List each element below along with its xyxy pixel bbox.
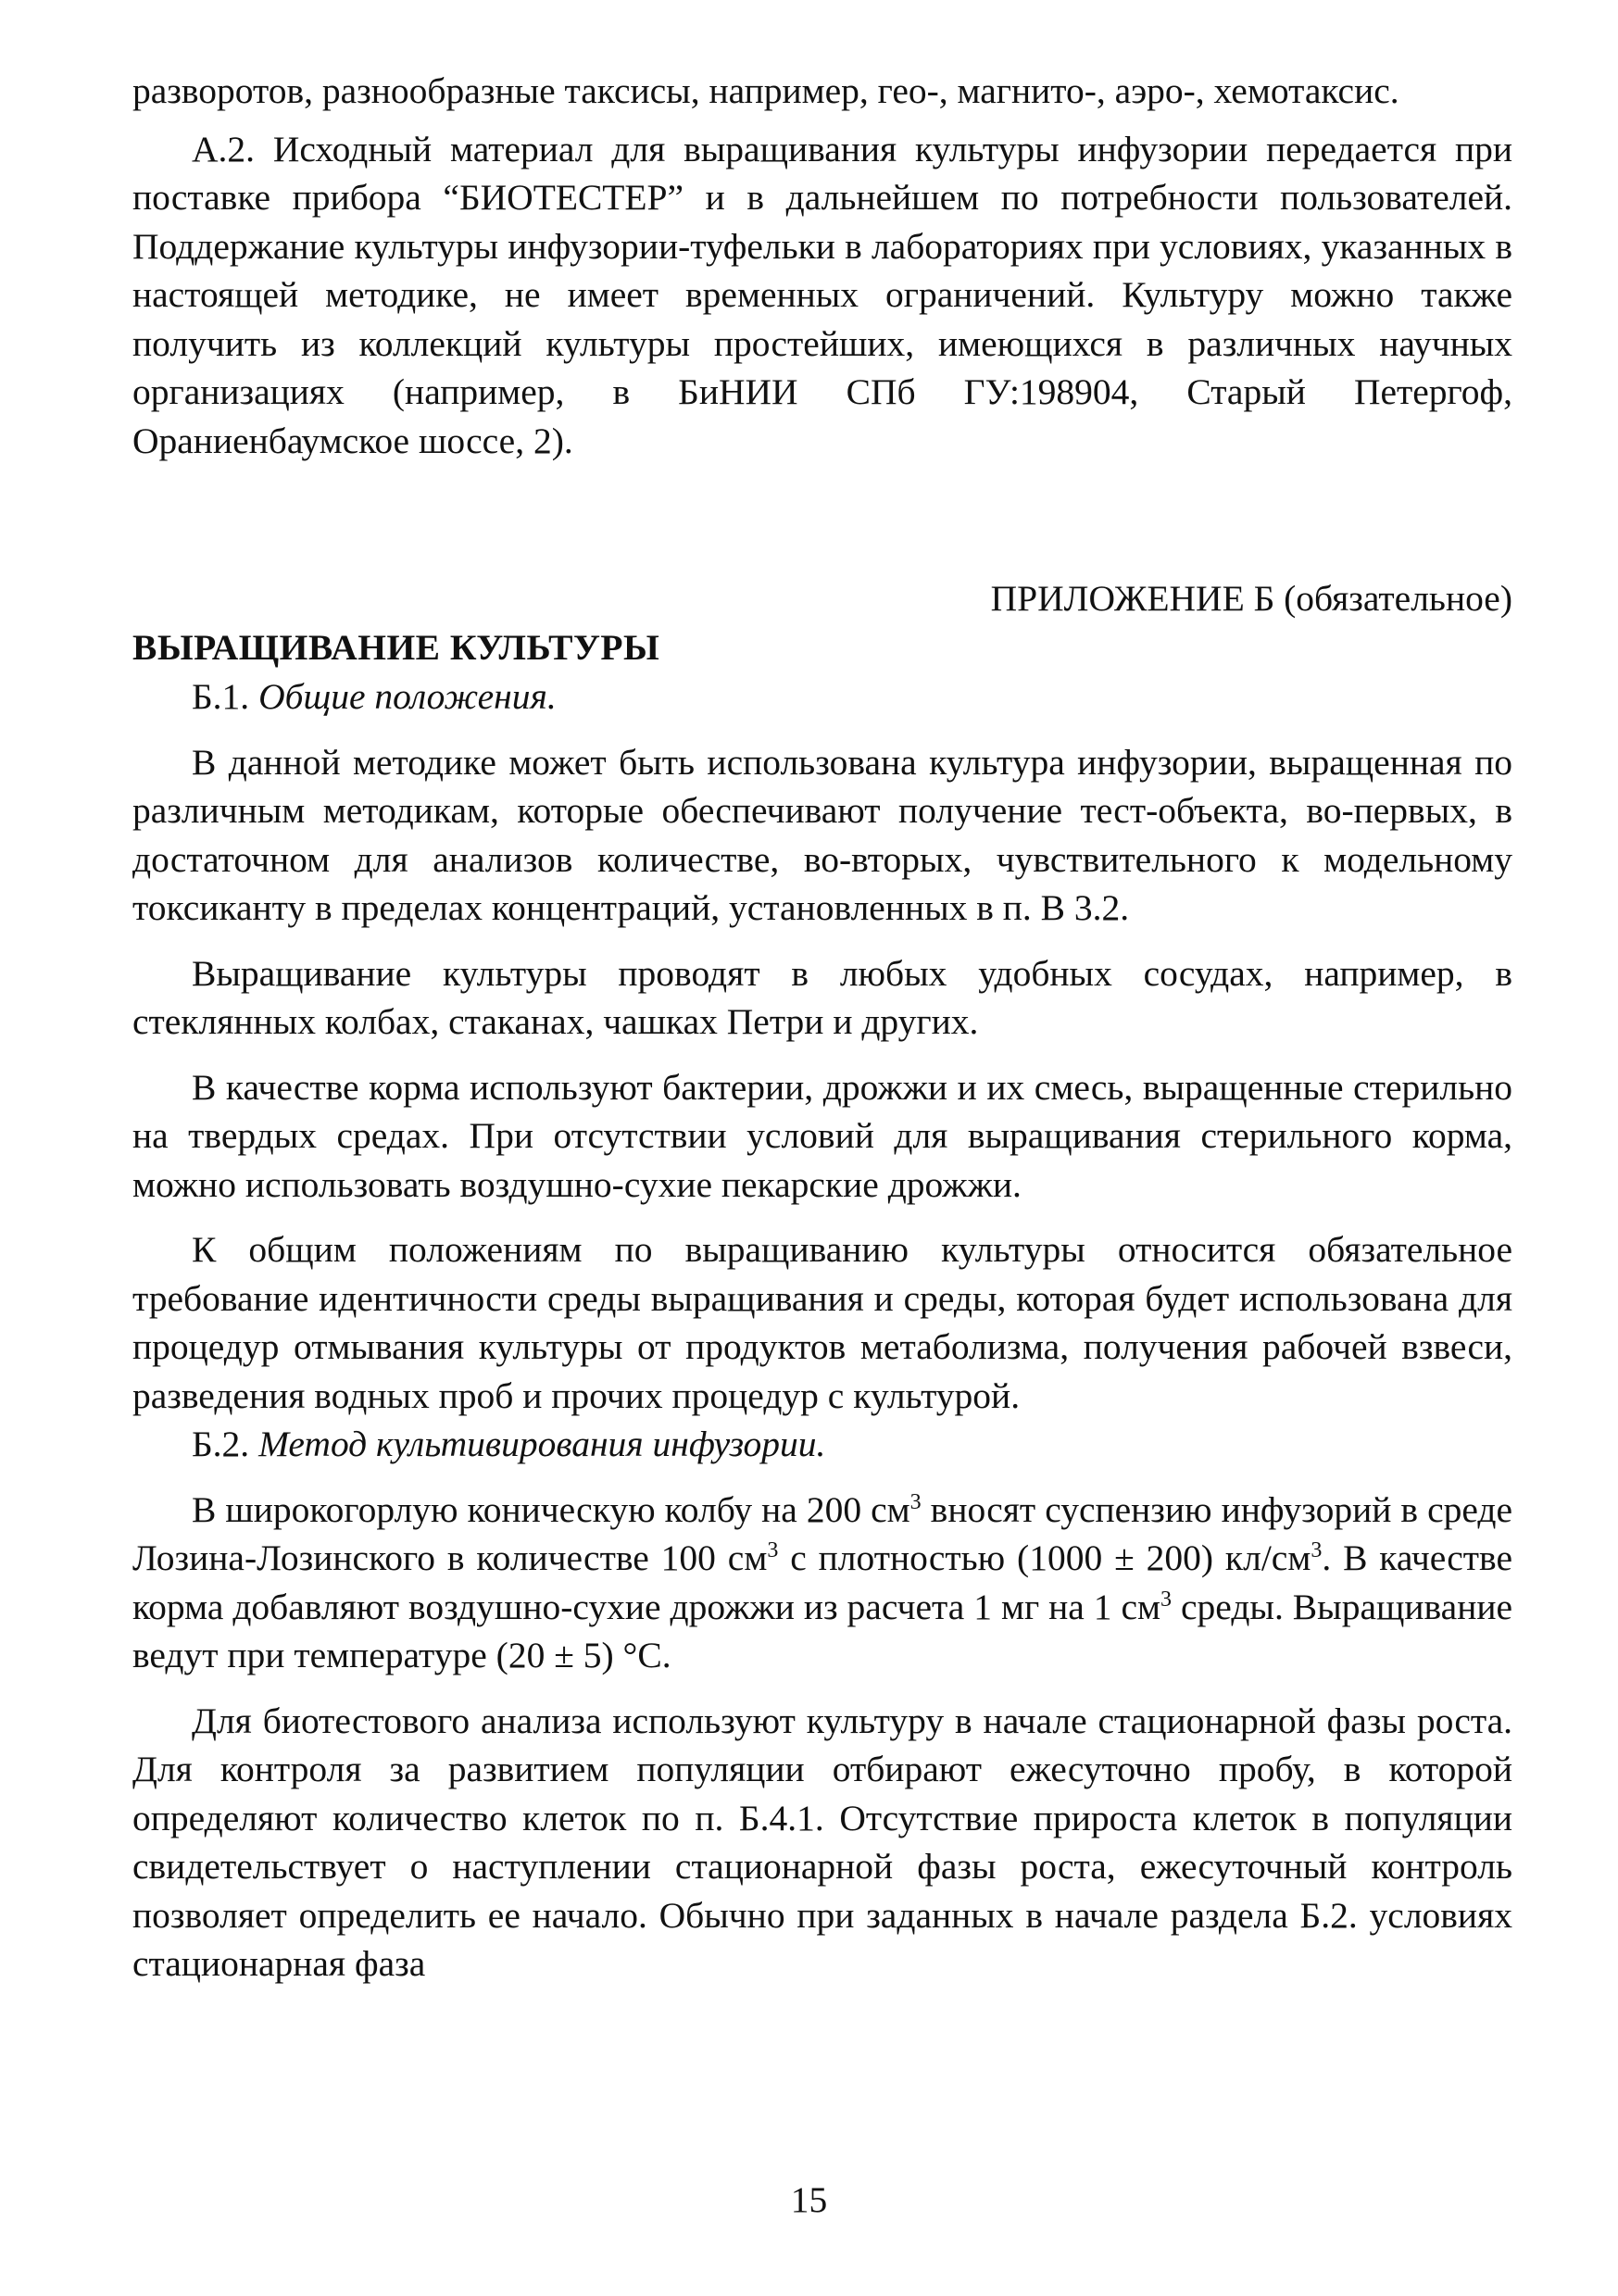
text-run: среды. Выращивание ведут при температуре (20 ± 5) °С. [132, 1586, 1512, 1675]
superscript: 3 [1311, 1537, 1323, 1562]
paragraph-b1-3: В качестве корма используют бактерии, дрожжи и их смесь, выращенные стерильно на твердых средах. При отсутствии условий для выращивания стерильного корма, можно использовать воздушно-сухие пекарские дрожжи. [132, 1066, 1512, 1205]
paragraph-continuation: разворотов, разнообразные таксисы, например, гео-, магнито-, аэро-, хемотаксис. [132, 70, 1399, 111]
appendix-label: ПРИЛОЖЕНИЕ Б (обязательное) [990, 578, 1512, 619]
superscript: 3 [909, 1489, 922, 1514]
subsection-b2-heading [132, 1420, 1512, 1469]
paragraph-b1-1: В данной методике может быть использована культура инфузории, выращенная по различным методикам, которые обеспечивают получение тест-объекта, во-первых, в достаточном для анализов количестве, во-вторых, чувствительного к модельному токсиканту в пределах концентраций, установленных в п. В 3.2. [132, 741, 1512, 928]
subsection-b1-heading [132, 672, 1512, 721]
paragraph-b1-4: К общим положениям по выращиванию культуры относится обязательное требование идентичности среды выращивания и среды, которая будет использована для процедур отмывания культуры от продуктов метаболизма, получения рабочей взвеси, разведения водных проб и прочих процедур с культурой. [132, 1229, 1512, 1416]
superscript: 3 [1160, 1587, 1173, 1612]
paragraph-a2: А.2. Исходный материал для выращивания культуры инфузории передается при поставке прибора “БИОТЕСТЕР” и в дальнейшем по потребности пользователей. Поддержание культуры инфузории-туфельки в лабораториях при условиях, указанных в настоящей методике, не имеет временных ограничений. Культуру можно также получить из коллекций культуры простейших, имеющихся в различных научных организациях (например, в БиНИИ СПб ГУ:198904, Старый Петергоф, Ораниенбаумское шоссе, 2). [132, 128, 1512, 461]
paragraph-b1-2: Выращивание культуры проводят в любых удобных сосудах, например, в стеклянных колбах, стаканах, чашках Петри и других. [132, 952, 1512, 1042]
page-content [132, 67, 1512, 1989]
subsection-number: Б.1. [192, 676, 250, 717]
paragraph-b2-2: Для биотестового анализа используют культуру в начале стационарной фазы роста. Для контроля за развитием популяции отбирают ежесуточно пробу, в которой определяют количество клеток по п. Б.4.1. Отсутствие прироста клеток в популяции свидетельствует о наступлении стационарной фазы роста, ежесуточный контроль позволяет определить ее начало. Обычно при заданных в начале раздела Б.2. условиях стационарная фаза [132, 1700, 1512, 1984]
text-run: . В качестве корма добавляют воздушно-сухие дрожжи из расчета 1 мг на 1 см [132, 1537, 1512, 1627]
subsection-title: Метод культивирования инфузории. [258, 1424, 826, 1464]
text-run: вносят суспензию инфузорий в среде Лозина-Лозинского в количестве 100 см [132, 1488, 1513, 1578]
subsection-title: Общие положения. [258, 676, 557, 717]
superscript: 3 [767, 1537, 779, 1562]
text-run: В широкогорлую коническую колбу на 200 см [192, 1488, 910, 1530]
subsection-number: Б.2. [192, 1424, 250, 1464]
text-run: с плотностью (1000 ± 200) кл/см [778, 1537, 1311, 1578]
page-number: 15 [790, 2179, 828, 2220]
section-title: ВЫРАЩИВАНИЕ КУЛЬТУРЫ [132, 627, 660, 668]
paragraph-b2-1 [132, 1486, 1512, 1680]
